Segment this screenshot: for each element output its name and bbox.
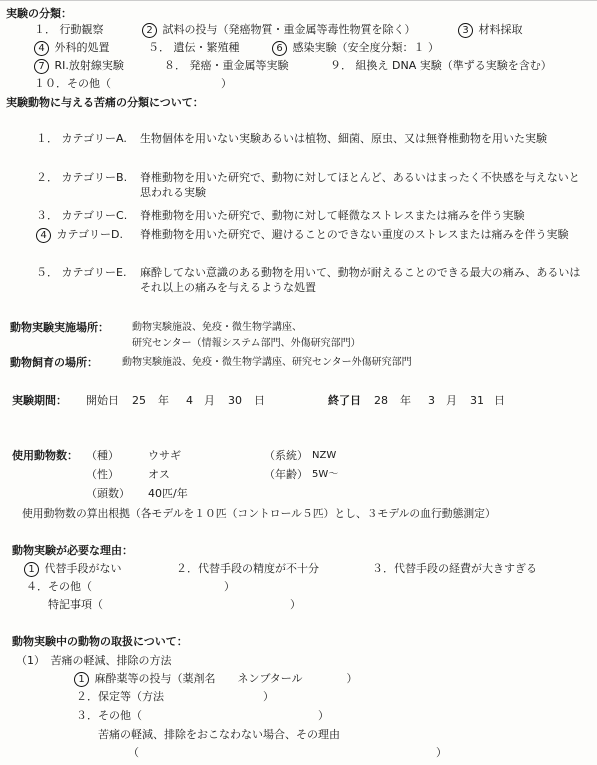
item-label: 遺伝・繁殖種 xyxy=(173,41,240,54)
impl-place-line1: 動物実験施設、免疫・微生物学講座、 xyxy=(132,322,302,333)
category-name: カテゴリーA. xyxy=(61,132,127,145)
reason-option-3: ３．代替手段の経費が大きすぎる xyxy=(372,562,537,575)
period-month-unit: 月 xyxy=(204,394,215,407)
item-label: RI.放射線実験 xyxy=(54,59,124,72)
circle-mark-icon: 4 xyxy=(34,41,49,56)
category-name: カテゴリーD. xyxy=(56,228,124,241)
age-label: （年齢） xyxy=(264,468,308,481)
pain-heading: 実験動物に与える苦痛の分類について： xyxy=(6,96,204,109)
strain-label: （系統） xyxy=(264,449,308,462)
item-label: 材料採取 xyxy=(478,23,523,36)
scan-edge-line xyxy=(0,0,597,1)
sex-label: （性） xyxy=(86,468,119,481)
reason-option-2: ２．代替手段の精度が不十分 xyxy=(176,562,319,575)
classification-item xyxy=(272,40,439,56)
handling-reason-paren: （ ） xyxy=(128,746,447,759)
classification-item xyxy=(458,22,523,38)
age-value: 5W～ xyxy=(312,469,339,480)
period-end-year: 28 xyxy=(374,394,388,407)
item-number: ８． xyxy=(164,59,186,72)
period-end-label: 終了日 xyxy=(328,394,361,407)
circle-mark-icon: 6 xyxy=(272,41,287,56)
period-start-month: 4 xyxy=(186,394,193,407)
handling-sub: （1） 苦痛の軽減、排除の方法 xyxy=(16,654,172,667)
handling-item-2: ２．保定等（方法 ） xyxy=(76,690,274,703)
item-number: １． xyxy=(34,23,56,36)
period-start-year: 25 xyxy=(132,394,146,407)
category-number: ３． xyxy=(36,209,58,222)
category-name: カテゴリーC. xyxy=(61,209,128,222)
pain-category-label xyxy=(36,265,146,280)
classification-item xyxy=(34,40,110,56)
pain-category-text: 生物個体を用いない実験あるいは植物、細菌、原虫、又は無脊椎動物を用いた実験 xyxy=(140,132,547,145)
period-year-unit: 年 xyxy=(158,394,169,407)
breed-place-label: 動物飼育の場所： xyxy=(10,356,98,369)
breed-place-value: 動物実験施設、免疫・微生物学講座、研究センター外傷研究部門 xyxy=(122,357,412,368)
handling-item-3: ３．その他（ ） xyxy=(76,709,329,722)
item-label: 行動観察 xyxy=(59,23,104,36)
classification-item xyxy=(330,58,552,73)
sex-value: オス xyxy=(148,468,170,481)
classification-item xyxy=(34,58,124,74)
reason-option-4: ４．その他（ ） xyxy=(26,580,235,593)
classification-item xyxy=(34,22,104,37)
pain-category-label xyxy=(36,170,146,185)
classification-other: １０．その他（ ） xyxy=(34,77,232,90)
reason-option-1-label: 代替手段がない xyxy=(44,562,122,575)
period-end-day: 31 xyxy=(470,394,484,407)
category-number: １． xyxy=(36,132,58,145)
pain-category-label xyxy=(36,208,146,223)
period-day-unit: 日 xyxy=(254,394,265,407)
period-day-unit: 日 xyxy=(494,394,505,407)
circle-mark-icon: 3 xyxy=(458,23,473,38)
category-name: カテゴリーB. xyxy=(61,171,128,184)
classification-heading: 実験の分類： xyxy=(6,7,72,20)
strain-value: NZW xyxy=(312,450,337,461)
pain-category-label xyxy=(36,131,146,146)
period-month-unit: 月 xyxy=(446,394,457,407)
category-number: ５． xyxy=(36,266,58,279)
pain-category-text: 麻酔してない意識のある動物を用いて、動物が耐えることのできる最大の痛み、あるいはそれ以上の痛みを与えるような処置 xyxy=(140,266,581,294)
count-label: （頭数） xyxy=(86,487,130,500)
impl-place-line2: 研究センター（情報システム部門、外傷研究部門） xyxy=(132,338,361,349)
circle-mark-icon: 4 xyxy=(36,228,51,243)
pain-category-text: 脊椎動物を用いた研究で、動物に対して軽微なストレスまたは痛みを伴う実験 xyxy=(140,209,525,222)
handling-heading: 動物実験中の動物の取扱について： xyxy=(12,635,188,648)
category-name: カテゴリーE. xyxy=(61,266,127,279)
item-label: 発癌・重金属等実験 xyxy=(189,59,289,72)
period-label: 実験期間： xyxy=(12,394,67,407)
reason-heading: 動物実験が必要な理由： xyxy=(12,544,133,557)
count-value: 40匹/年 xyxy=(148,487,188,500)
circle-mark-icon: 7 xyxy=(34,59,49,74)
circle-mark-icon: 2 xyxy=(142,23,157,38)
reason-note: 特記事項（ ） xyxy=(48,598,301,611)
impl-place-label: 動物実験実施場所： xyxy=(10,321,109,334)
pain-category-text: 脊椎動物を用いた研究で、動物に対してほとんど、あるいはまったく不快感を与えないと思われる実験 xyxy=(140,171,580,199)
item-label: 外科的処置 xyxy=(54,41,110,54)
circle-mark-icon: 1 xyxy=(74,672,89,687)
period-start-label: 開始日 xyxy=(86,394,119,407)
period-end-month: 3 xyxy=(428,394,435,407)
classification-item xyxy=(164,58,289,73)
count-basis: 使用動物数の算出根拠（各モデルを１０匹（コントロール５匹）とし、３モデルの血行動態測定） xyxy=(22,507,496,520)
pain-category-label xyxy=(36,227,146,243)
handling-item-1-label: 麻酔薬等の投与（薬剤名 ネンブタール ） xyxy=(94,672,358,685)
species-value: ウサギ xyxy=(148,449,181,462)
item-label: 組換え DNA 実験（準ずる実験を含む） xyxy=(355,59,552,72)
item-label: 感染実験（安全度分類：１ ） xyxy=(292,41,439,54)
species-label: （種） xyxy=(86,449,119,462)
handling-reason-line: 苦痛の軽減、排除をおこなわない場合、その理由 xyxy=(98,728,340,741)
category-number: ２． xyxy=(36,171,58,184)
item-number: ５． xyxy=(148,41,170,54)
handling-item-1 xyxy=(74,671,358,687)
item-number: ９． xyxy=(330,59,352,72)
classification-item xyxy=(142,22,416,38)
circle-mark-icon: 1 xyxy=(24,562,39,577)
period-start-day: 30 xyxy=(228,394,242,407)
period-year-unit: 年 xyxy=(400,394,411,407)
animals-label: 使用動物数： xyxy=(12,449,78,462)
pain-category-text: 脊椎動物を用いた研究で、避けることのできない重度のストレスまたは痛みを伴う実験 xyxy=(140,228,569,241)
reason-option-1 xyxy=(24,561,122,577)
item-label: 試料の投与（発癌物質・重金属等毒性物質を除く） xyxy=(162,23,416,36)
classification-item xyxy=(148,40,240,55)
